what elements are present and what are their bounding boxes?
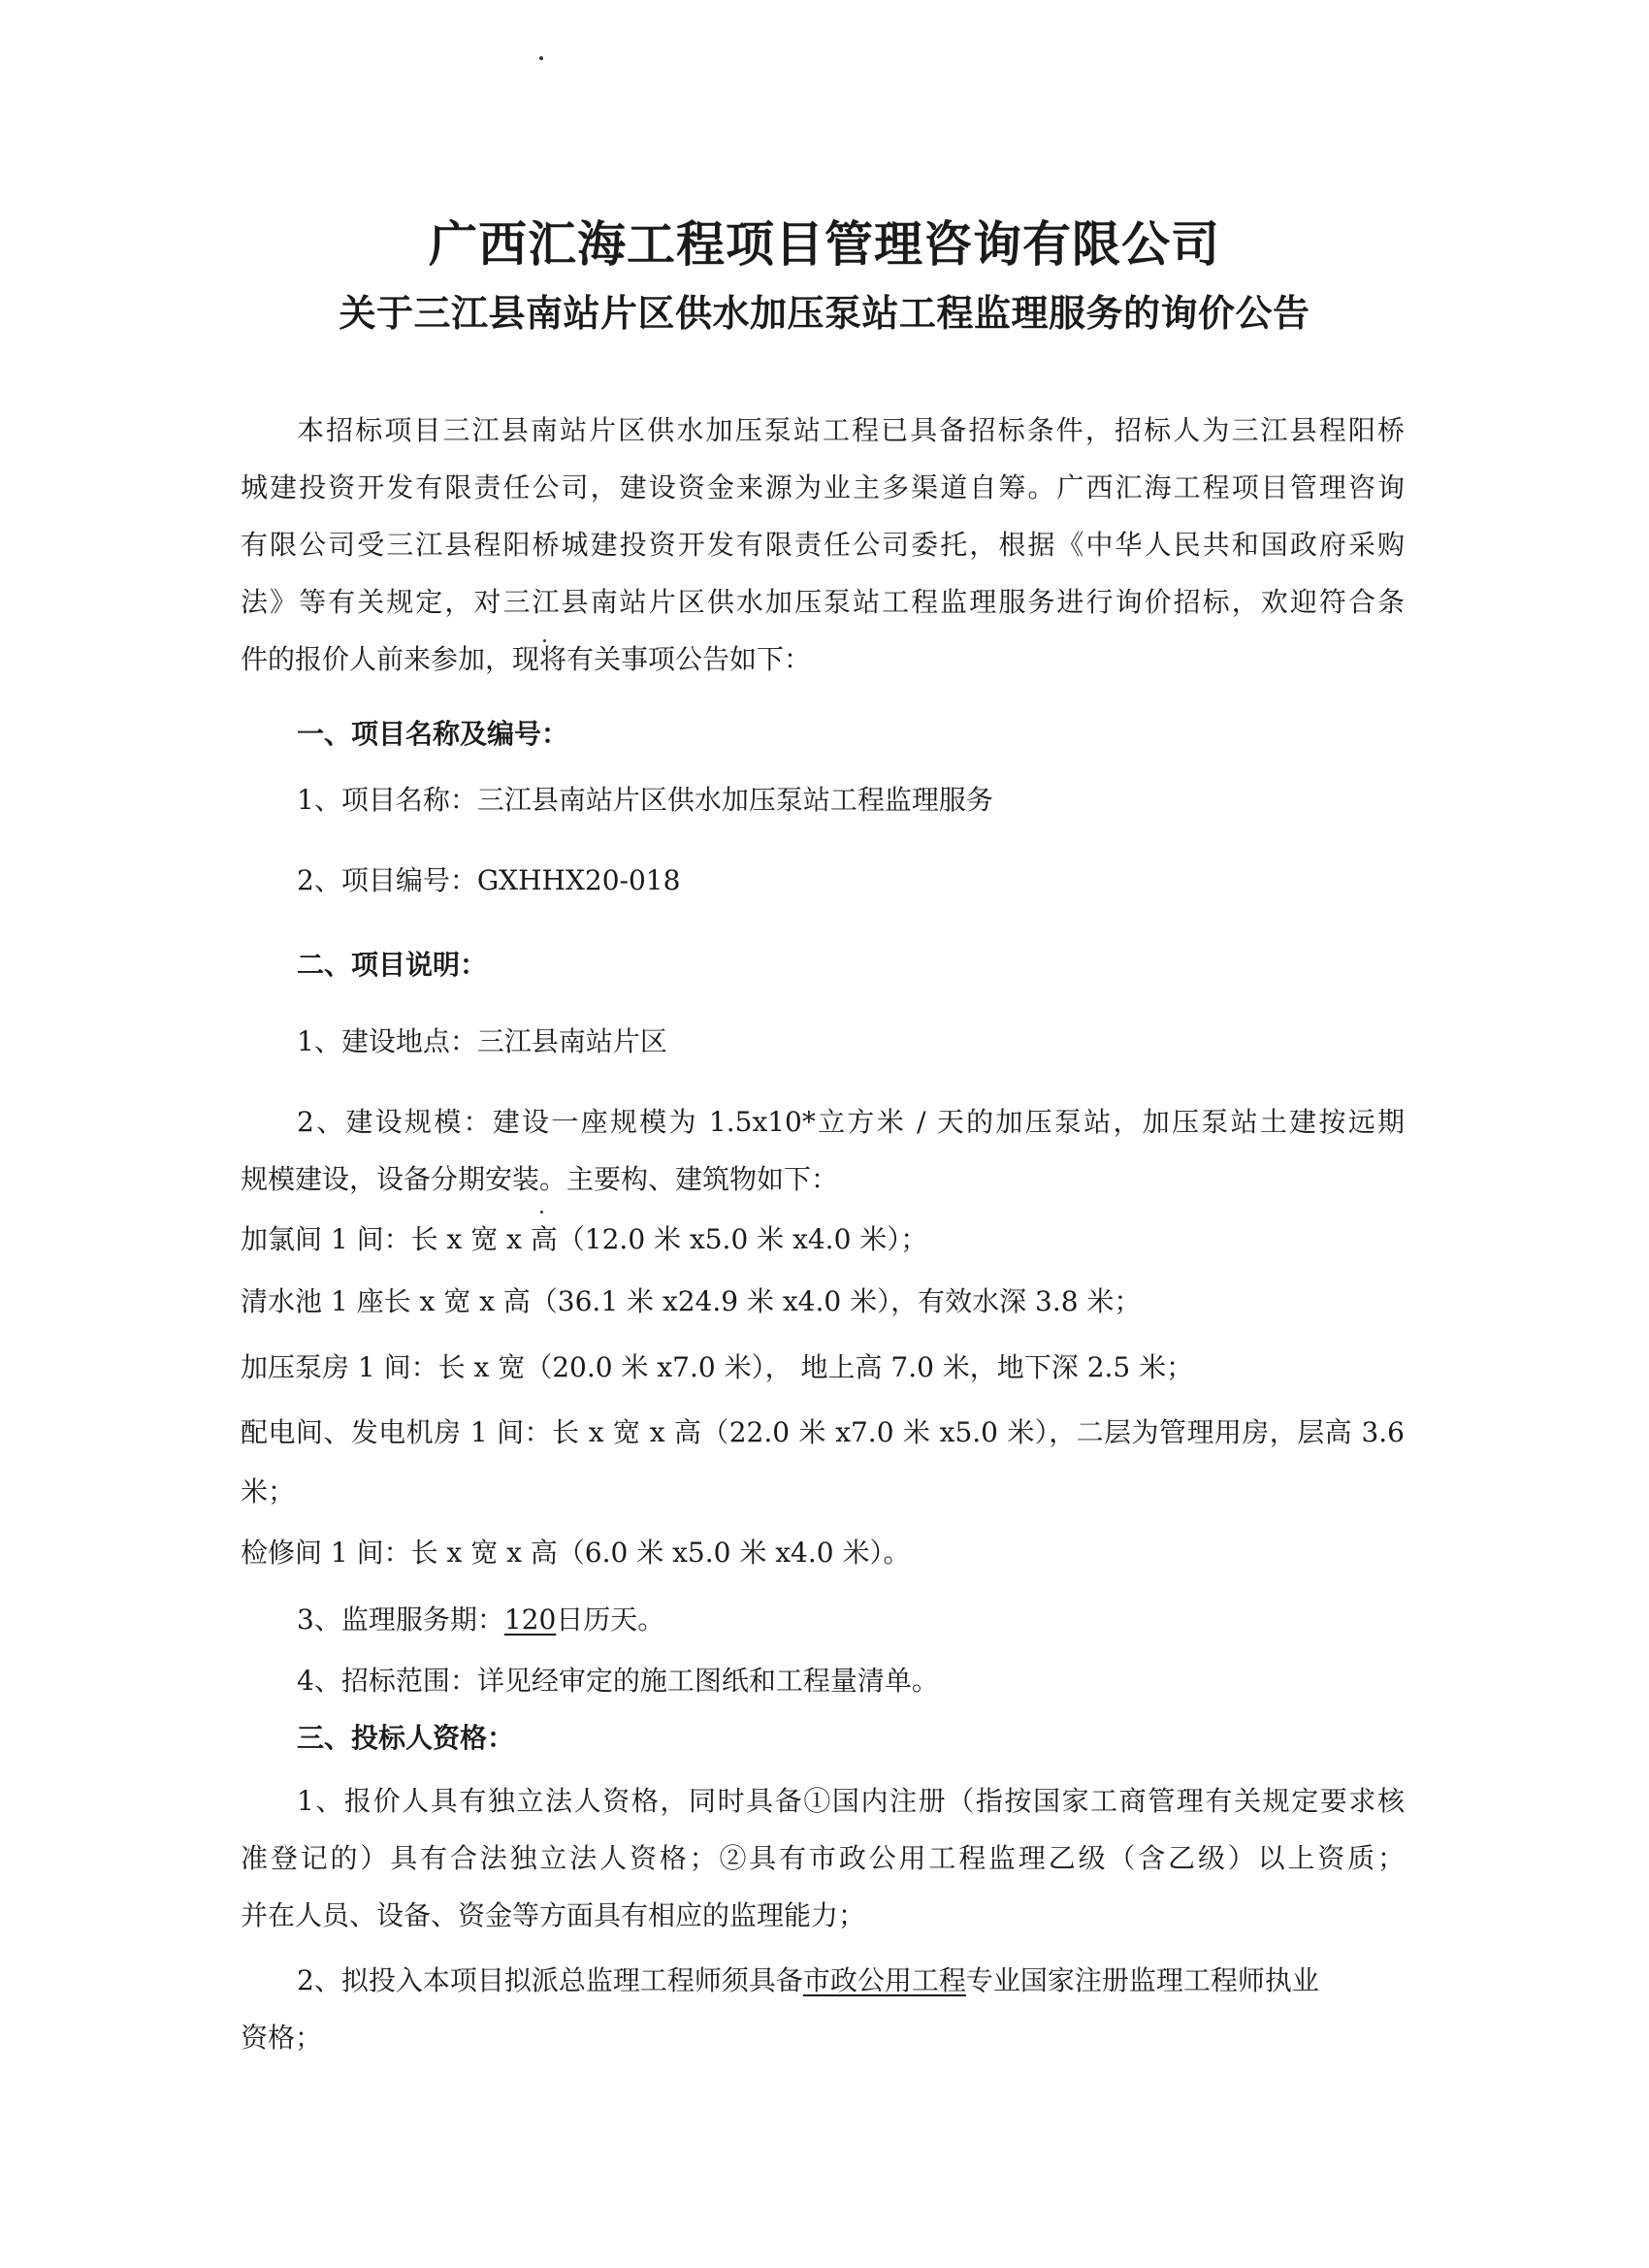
qualification-line	[297, 1961, 1405, 2000]
service-period-label: 3、监理服务期：	[297, 1604, 504, 1636]
service-period-days: 120	[503, 1604, 557, 1636]
service-period	[297, 1601, 1405, 1639]
qualification-line: 并在人员、设备、资金等方面具有相应的监理能力；	[241, 1899, 866, 1931]
building-item: 米；	[241, 1475, 296, 1507]
construction-scale: 规模建设，设备分期安装。主要构、建筑物如下：	[241, 1163, 839, 1195]
intro-line: 法》等有关规定，对三江县南站片区供水加压泵站工程监理服务进行询价招标，欢迎符合条	[241, 586, 1405, 618]
qualification-line: 资格；	[241, 2022, 323, 2054]
service-period-unit: 日历天。	[556, 1604, 665, 1636]
intro-line: 件的报价人前来参加，现将有关事项公告如下：	[241, 643, 812, 675]
intro-line: 城建投资开发有限责任公司，建设资金来源为业主多渠道自筹。广西汇海工程项目管理咨询	[241, 471, 1405, 503]
section-heading: 三、投标人资格：	[297, 1722, 515, 1754]
tender-scope: 4、招标范围：详见经审定的施工图纸和工程量清单。	[297, 1665, 939, 1697]
scan-speck	[543, 639, 546, 642]
building-item: 检修间 1 间：长 x 宽 x 高（6.0 米 x5.0 米 x4.0 米）。	[241, 1537, 911, 1569]
section-heading: 一、项目名称及编号：	[297, 718, 569, 750]
qualification-text: 专业国家注册监理工程师执业	[965, 1964, 1319, 1996]
building-item: 加压泵房 1 间：长 x 宽（20.0 米 x7.0 米）， 地上高 7.0 米，地下深 2.5 米；	[241, 1351, 1194, 1383]
project-name: 1、项目名称：三江县南站片区供水加压泵站工程监理服务	[297, 784, 993, 816]
intro-line: 本招标项目三江县南站片区供水加压泵站工程已具备招标条件，招标人为三江县程阳桥	[297, 414, 1405, 446]
scan-speck	[540, 1211, 543, 1214]
construction-location: 1、建设地点：三江县南站片区	[297, 1025, 667, 1057]
construction-scale: 2、建设规模：建设一座规模为 1.5x10*立方米 / 天的加压泵站，加压泵站土建按远期	[297, 1106, 1405, 1138]
building-item: 加氯间 1 间：长 x 宽 x 高（12.0 米 x5.0 米 x4.0 米）；	[241, 1223, 928, 1255]
project-number: 2、项目编号：GXHHX20-018	[297, 864, 681, 896]
notice-title: 关于三江县南站片区供水加压泵站工程监理服务的询价公告	[339, 291, 1310, 335]
qualification-specialty: 市政公用工程	[802, 1964, 966, 1996]
building-item: 清水池 1 座长 x 宽 x 高（36.1 米 x24.9 米 x4.0 米），有效水深 3.8 米；	[241, 1285, 1142, 1317]
building-item: 配电间、发电机房 1 间：长 x 宽 x 高（22.0 米 x7.0 米 x5.0 米），二层为管理用房，层高 3.6	[241, 1416, 1405, 1448]
scan-speck	[539, 56, 543, 60]
section-heading: 二、项目说明：	[297, 949, 488, 981]
company-title: 广西汇海工程项目管理咨询有限公司	[429, 215, 1220, 273]
qualification-line: 1、报价人具有独立法人资格，同时具备①国内注册（指按国家工商管理有关规定要求核	[297, 1785, 1405, 1817]
qualification-line: 准登记的）具有合法独立法人资格；②具有市政公用工程监理乙级（含乙级）以上资质；	[241, 1842, 1405, 1874]
qualification-text: 2、拟投入本项目拟派总监理工程师须具备	[297, 1964, 803, 1996]
intro-line: 有限公司受三江县程阳桥城建投资开发有限责任公司委托，根据《中华人民共和国政府采购	[241, 529, 1405, 561]
